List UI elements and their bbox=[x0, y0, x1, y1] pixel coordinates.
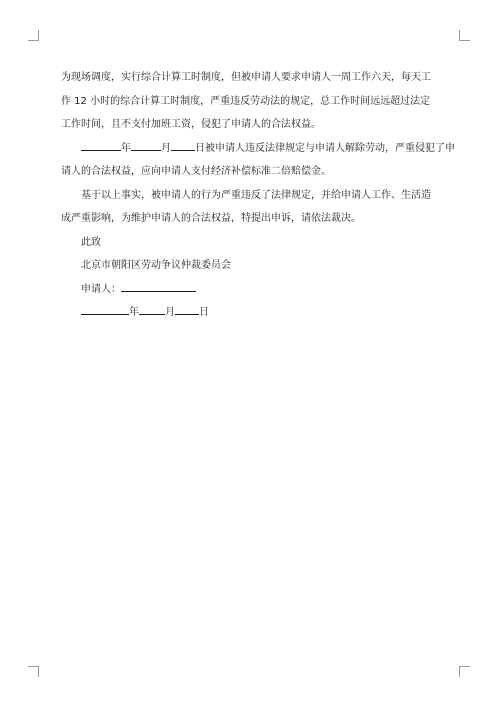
date-month-label: 月 bbox=[165, 307, 175, 318]
crop-mark-bottom-left bbox=[28, 666, 39, 677]
date-year-blank[interactable] bbox=[81, 303, 129, 315]
text-line bbox=[61, 137, 455, 161]
applicant-label: 申请人： bbox=[81, 283, 121, 295]
crop-mark-bottom-right bbox=[459, 666, 470, 677]
text-line: 工作时间，且不支付加班工资，侵犯了申请人的合法权益。 bbox=[61, 119, 321, 130]
paragraph-conclusion bbox=[61, 184, 441, 231]
date-year-label: 年 bbox=[129, 307, 139, 318]
year-blank[interactable] bbox=[81, 139, 121, 151]
month-blank[interactable] bbox=[131, 139, 161, 151]
applicant-signature-blank[interactable] bbox=[121, 280, 196, 292]
date-day-label: 日 bbox=[199, 307, 209, 318]
day-blank[interactable] bbox=[171, 139, 195, 151]
text-line-rest: 日被申请人违反法律规定与申请人解除劳动，严重侵犯了申 bbox=[195, 142, 455, 154]
paragraph-working-hours bbox=[61, 66, 441, 137]
applicant-signature-line bbox=[61, 278, 441, 302]
text-line: 作 12 小时的综合计算工时制度，严重违反劳动法的规定，总工作时间远远超过法定 bbox=[61, 95, 431, 107]
month-label: 月 bbox=[161, 142, 171, 154]
text-line: 基于以上事实，被申请人的行为严重违反了法律规定，并给申请人工作、生活造 bbox=[81, 189, 431, 201]
crop-mark-top-left bbox=[28, 30, 39, 41]
text-line: 为现场调度，实行综合计算工时制度，但被申请人要求申请人一周工作六天，每天工 bbox=[61, 72, 431, 83]
year-label: 年 bbox=[121, 142, 131, 154]
salutation: 此致 bbox=[81, 236, 101, 248]
document-body bbox=[61, 66, 455, 325]
text-line: 成严重影响，为维护申请人的合法权益，特提出申诉，请依法裁决。 bbox=[61, 213, 361, 224]
text-line: 请人的合法权益，应向申请人支付经济补偿标准二倍赔偿金。 bbox=[61, 166, 331, 177]
signing-date-line bbox=[61, 301, 441, 325]
crop-mark-top-right bbox=[459, 30, 470, 41]
paragraph-termination bbox=[61, 137, 455, 184]
recipient: 北京市朝阳区劳动争议仲裁委员会 bbox=[81, 260, 231, 271]
date-month-blank[interactable] bbox=[139, 303, 165, 315]
date-day-blank[interactable] bbox=[175, 303, 199, 315]
